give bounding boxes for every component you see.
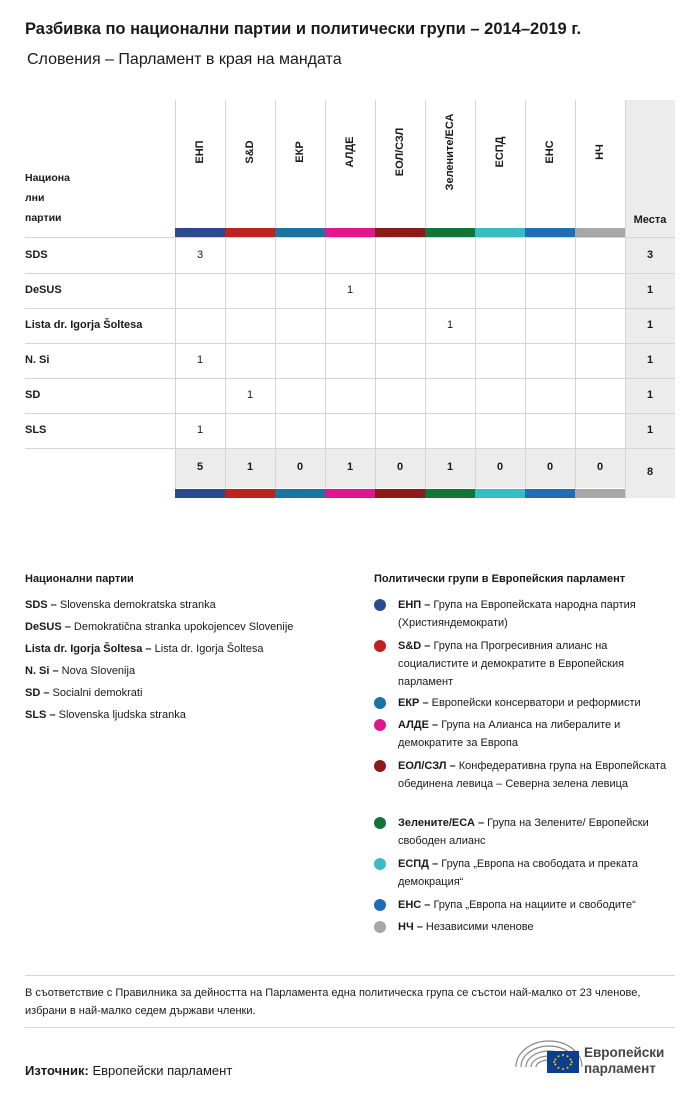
group-full-name: Група на Алианса на либералите и демократите за Европа	[398, 719, 621, 749]
divider	[25, 975, 675, 976]
group-color-dot-icon	[374, 640, 386, 652]
seats-column-background	[625, 100, 675, 498]
group-full-name: Група на Прогресивния алианс на социалистите и демократите в Европейския парламент	[398, 640, 625, 688]
group-header-5	[375, 100, 425, 228]
group-description	[398, 716, 678, 752]
national-party-legend-item	[25, 709, 186, 721]
table-cell: 3	[196, 249, 204, 261]
row-seats: 1	[646, 284, 654, 296]
group-header-label	[194, 140, 206, 164]
group-color-dot-icon	[374, 899, 386, 911]
group-color-bar-bottom	[575, 489, 625, 498]
party-full-name: Slovenska demokratska stranka	[56, 599, 216, 611]
group-label-text: S&D	[244, 140, 256, 164]
group-abbreviation: ЕСПД –	[398, 858, 439, 870]
group-abbreviation: S&D –	[398, 640, 431, 652]
party-full-name: Demokratična stranka upokojencev Slovenije	[70, 621, 294, 633]
group-description	[398, 896, 678, 914]
group-header-4	[325, 100, 375, 228]
group-full-name: Независими членове	[422, 921, 534, 933]
table-row-party: SD	[25, 389, 41, 401]
group-label-text: ЕОЛ/СЗЛ	[394, 127, 406, 177]
group-header-label	[544, 140, 556, 164]
column-divider	[625, 100, 626, 498]
grand-total: 8	[646, 466, 654, 478]
group-total: 0	[496, 461, 504, 473]
group-description	[398, 694, 678, 712]
group-abbreviation: НЧ –	[398, 921, 423, 933]
national-parties-legend-title: Национални партии	[25, 573, 134, 585]
group-header-label	[344, 136, 356, 168]
group-total: 1	[346, 461, 354, 473]
table-row-party: DeSUS	[25, 284, 62, 296]
group-color-bar-bottom	[475, 489, 525, 498]
party-abbreviation: DeSUS –	[25, 621, 71, 633]
group-color-bar-bottom	[275, 489, 325, 498]
party-abbreviation: SDS –	[25, 599, 57, 611]
group-color-bar-top	[375, 228, 425, 237]
page-title: Разбивка по национални партии и политически групи – 2014–2019 г.	[25, 20, 582, 38]
group-description	[398, 757, 678, 793]
table-cell: 1	[196, 354, 204, 366]
group-color-dot-icon	[374, 817, 386, 829]
group-full-name: Конфедеративна група на Европейската обединена левица – Северна зелена левица	[398, 760, 667, 790]
source-value: Европейски парламент	[88, 1063, 233, 1078]
group-total: 0	[596, 461, 604, 473]
group-full-name: Група на Зелените/ Европейски свободен алианс	[398, 817, 649, 847]
group-color-bar-top	[275, 228, 325, 237]
group-full-name: Група на Европейската народна партия (Християндемократи)	[398, 599, 636, 629]
party-abbreviation: Lista dr. Igorja Šoltesa –	[25, 643, 152, 655]
group-color-dot-icon	[374, 697, 386, 709]
group-header-label	[244, 140, 256, 164]
table-cell: 1	[446, 319, 454, 331]
party-full-name: Socialni demokrati	[49, 687, 143, 699]
group-abbreviation: ЕНС –	[398, 899, 431, 911]
divider	[25, 1027, 675, 1028]
group-color-bar-top	[225, 228, 275, 237]
table-row-party: SLS	[25, 424, 47, 436]
national-party-legend-item	[25, 687, 142, 699]
seats-header: Места	[633, 214, 667, 226]
group-color-bar-top	[575, 228, 625, 237]
source-label: Източник:	[25, 1063, 89, 1078]
row-seats: 1	[646, 424, 654, 436]
group-label-text: Зелените/ЕСА	[444, 113, 456, 191]
group-abbreviation: АЛДЕ –	[398, 719, 439, 731]
party-full-name: Lista dr. Igorja Šoltesa	[151, 643, 264, 655]
source	[25, 1063, 232, 1078]
group-color-bar-bottom	[175, 489, 225, 498]
national-parties-header	[25, 168, 85, 228]
group-color-dot-icon	[374, 599, 386, 611]
group-total: 0	[296, 461, 304, 473]
group-header-label	[444, 113, 456, 191]
group-header-1	[175, 100, 225, 228]
row-seats: 1	[646, 389, 654, 401]
group-header-2	[225, 100, 275, 228]
group-header-label	[294, 141, 306, 163]
group-description	[398, 596, 678, 632]
row-header-line: партии	[25, 212, 62, 224]
table-cell: 1	[346, 284, 354, 296]
party-full-name: Slovenska ljudska stranka	[55, 709, 186, 721]
group-color-dot-icon	[374, 858, 386, 870]
party-abbreviation: N. Si –	[25, 665, 59, 677]
seats-table	[25, 100, 676, 498]
group-description	[398, 918, 678, 936]
row-divider	[25, 413, 675, 414]
group-header-9	[575, 100, 625, 228]
row-seats: 3	[646, 249, 654, 261]
group-total: 1	[446, 461, 454, 473]
group-color-bar-top	[525, 228, 575, 237]
header-divider	[25, 237, 675, 238]
group-description	[398, 637, 678, 691]
row-header-line: Национа	[25, 172, 70, 184]
group-total: 0	[396, 461, 404, 473]
group-label-text: ЕКР	[294, 141, 306, 163]
group-rule-note: В съответствие с Правилника за дейността на Парламента една политическа група се състои най-малко от 23 членове, избрани в най-малко седем държави членки.	[25, 987, 641, 1017]
row-divider	[25, 308, 675, 309]
group-header-label	[494, 136, 506, 168]
group-description	[398, 855, 678, 891]
table-row-party: Lista dr. Igorja Šoltesa	[25, 319, 143, 331]
group-color-bar-bottom	[525, 489, 575, 498]
row-header-line: лни	[25, 192, 45, 204]
party-full-name: Nova Slovenija	[58, 665, 136, 677]
group-full-name: Група „Европа на свободата и преката демокрация“	[398, 858, 638, 888]
row-divider	[25, 448, 675, 449]
row-divider	[25, 273, 675, 274]
group-color-dot-icon	[374, 760, 386, 772]
group-total: 0	[546, 461, 554, 473]
group-label-text: ЕНС	[544, 140, 556, 164]
row-divider	[25, 343, 675, 344]
national-party-legend-item	[25, 665, 135, 677]
group-header-7	[475, 100, 525, 228]
group-header-6	[425, 100, 475, 228]
group-color-bar-top	[325, 228, 375, 237]
row-seats: 1	[646, 354, 654, 366]
row-divider	[25, 378, 675, 379]
group-color-dot-icon	[374, 719, 386, 731]
party-abbreviation: SLS –	[25, 709, 56, 721]
group-full-name: Група „Европа на нациите и свободите“	[430, 899, 636, 911]
national-party-legend-item	[25, 599, 216, 611]
group-total: 5	[196, 461, 204, 473]
group-abbreviation: Зелените/ЕСА –	[398, 817, 485, 829]
table-cell: 1	[246, 389, 254, 401]
group-color-bar-top	[425, 228, 475, 237]
national-party-legend-item	[25, 643, 263, 655]
group-label-text: АЛДЕ	[344, 136, 356, 168]
group-full-name: Европейски консерватори и реформисти	[428, 697, 641, 709]
group-description	[398, 814, 678, 850]
group-header-8	[525, 100, 575, 228]
group-label-text: НЧ	[594, 144, 606, 160]
group-color-bar-bottom	[375, 489, 425, 498]
group-total: 1	[246, 461, 254, 473]
group-label-text: ЕНП	[194, 140, 206, 164]
european-parliament-logo-text	[584, 1045, 664, 1077]
national-party-legend-item	[25, 621, 293, 633]
group-abbreviation: ЕКР –	[398, 697, 429, 709]
table-cell: 1	[196, 424, 204, 436]
party-abbreviation: SD –	[25, 687, 50, 699]
group-abbreviation: ЕОЛ/СЗЛ –	[398, 760, 456, 772]
political-groups-legend-title: Политически групи в Европейския парламент	[374, 573, 626, 585]
group-header-label	[594, 144, 606, 160]
group-color-bar-bottom	[325, 489, 375, 498]
logo-line-1: Европейски	[584, 1045, 665, 1060]
group-abbreviation: ЕНП –	[398, 599, 431, 611]
row-seats: 1	[646, 319, 654, 331]
group-header-3	[275, 100, 325, 228]
group-label-text: ЕСПД	[494, 136, 506, 168]
logo-line-2: парламент	[584, 1061, 656, 1076]
group-color-bar-bottom	[225, 489, 275, 498]
page-subtitle: Словения – Парламент в края на мандата	[27, 51, 342, 68]
group-color-bar-top	[475, 228, 525, 237]
group-header-label	[394, 127, 406, 177]
group-color-dot-icon	[374, 921, 386, 933]
group-color-bar-top	[175, 228, 225, 237]
table-row-party: SDS	[25, 249, 48, 261]
table-row-party: N. Si	[25, 354, 50, 366]
group-color-bar-bottom	[425, 489, 475, 498]
